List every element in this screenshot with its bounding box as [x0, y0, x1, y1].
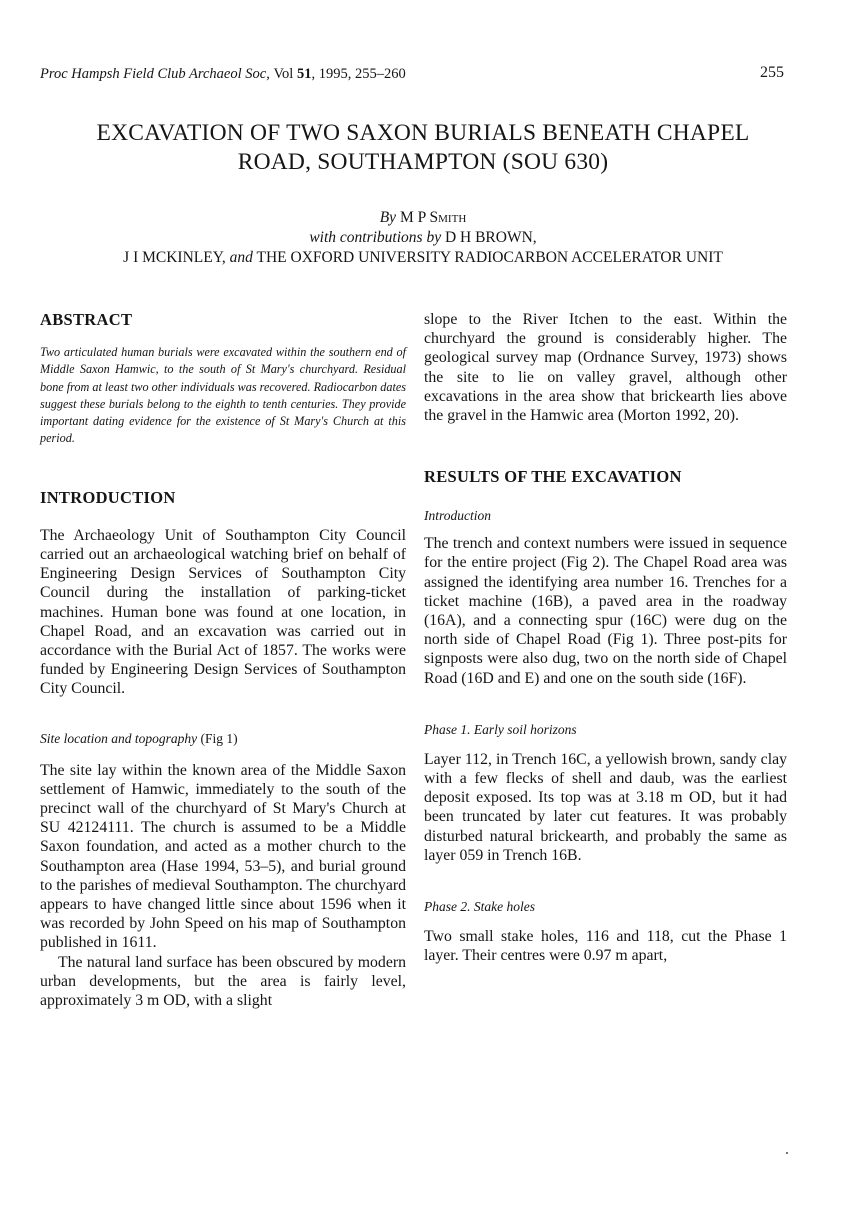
site-location-title: Site location and topography: [40, 730, 198, 746]
article-title: [30, 119, 816, 177]
left-column: [40, 310, 406, 1010]
phase-2-text: Two small stake holes, 116 and 118, cut the Phase 1 layer. Their centres were 0.97 m apart,: [424, 928, 787, 965]
contributor-1: D H BROWN,: [444, 229, 537, 246]
author-name: M P Smith: [399, 209, 467, 226]
phase-1-heading: Phase 1. Early soil horizons: [424, 721, 577, 737]
byline-contributions: [30, 229, 816, 247]
scan-speck: [786, 1152, 788, 1154]
introduction-heading: INTRODUCTION: [40, 487, 176, 507]
by-label: By: [379, 209, 397, 226]
abstract-heading: ABSTRACT: [40, 310, 133, 329]
byline-contributors: [30, 249, 816, 267]
volume-rest: , 1995, 255–260: [311, 66, 406, 82]
abstract-text: Two articulated human burials were excavated within the southern end of Middle Saxon Hamwic, to the south of St Mary's churchyard. Residual bone from at least two other individuals was recovered. Radiocarbon dates suggest these burials belong to the eighth to tenth centuries. They provide important dating evidence for the existence of St Mary's Church at this period.: [40, 345, 406, 446]
site-location-para-2: The natural land surface has been obscured by modern urban developments, but the area is fairly level, approximately 3 m OD, with a slight: [40, 953, 406, 1010]
title-line-1: EXCAVATION OF TWO SAXON BURIALS BENEATH CHAPEL: [96, 120, 750, 146]
contributor-3: THE OXFORD UNIVERSITY RADIOCARBON ACCELERATOR UNIT: [256, 249, 723, 266]
results-heading: RESULTS OF THE EXCAVATION: [424, 467, 682, 487]
introduction-text: The Archaeology Unit of Southampton City Council carried out an archaeological watching brief on behalf of Engineering Design Services of Southampton City Council during the installation of parking-ticket machines. Human bone was found at one location, in Chapel Road, and an excavation was carried out in accordance with the Burial Act of 1857. The works were funded by Engineering Design Services of Southampton City Council.: [40, 526, 406, 698]
contributions-label: with contributions by: [309, 229, 442, 246]
right-column: [424, 310, 787, 965]
results-introduction-text: The trench and context numbers were issued in sequence for the entire project (Fig 2). The Chapel Road area was assigned the identifying area number 16. Trenches for a ticket machine (16B), a paved area in the roadway (16A), and a connecting spur (16C) were dug on the north side of Chapel Road (Fig 1). Three post-pits for signposts were also dug, two on the north side of Chapel Road (16D and E) and one on the south side (16F).: [424, 535, 787, 687]
site-location-figref: (Fig 1): [197, 730, 238, 746]
phase-1-text: Layer 112, in Trench 16C, a yellowish brown, sandy clay with a few flecks of shell and daub, was the earliest deposit exposed. Its top was at 3.18 m OD, but it had been truncated by later cut features. It was probably disturbed natural brickearth, and probably the same as layer 059 in Trench 16B.: [424, 750, 787, 864]
running-head: [40, 66, 406, 83]
site-location-heading: [40, 731, 406, 747]
site-location-para-2-continued: slope to the River Itchen to the east. Within the churchyard the ground is considerably higher. The geological survey map (Ordnance Survey, 1973) shows the site to lie on valley gravel, although other excavations in the area show that brickearth lies above the gravel in the Hamwic area (Morton 1992, 20).: [424, 311, 787, 425]
phase-2-heading: Phase 2. Stake holes: [424, 899, 535, 915]
volume-prefix: Vol: [273, 66, 294, 82]
page-number: 255: [760, 64, 784, 81]
site-location-para-1: The site lay within the known area of the Middle Saxon settlement of Hamwic, immediately to the south of the precinct wall of the churchyard of St Mary's Church at SU 42124111. The church is assumed to be a Middle Saxon foundation, and acted as a mother church to the Southampton area (Hase 1994, 53–5), and burial ground to the parishes of medieval Southampton. The churchyard appears to have changed little since about 1596 when it was recorded by John Speed on his map of Southampton published in 1611.: [40, 761, 406, 952]
journal-name: Proc Hampsh Field Club Archaeol Soc,: [40, 66, 270, 82]
byline-author: [30, 209, 816, 227]
title-line-2: ROAD, SOUTHAMPTON (SOU 630): [237, 149, 609, 175]
results-introduction-heading: Introduction: [424, 508, 491, 524]
volume-number: 51: [296, 66, 312, 82]
contributor-2: J I MCKINLEY,: [123, 249, 226, 266]
and-label: and: [229, 249, 253, 266]
